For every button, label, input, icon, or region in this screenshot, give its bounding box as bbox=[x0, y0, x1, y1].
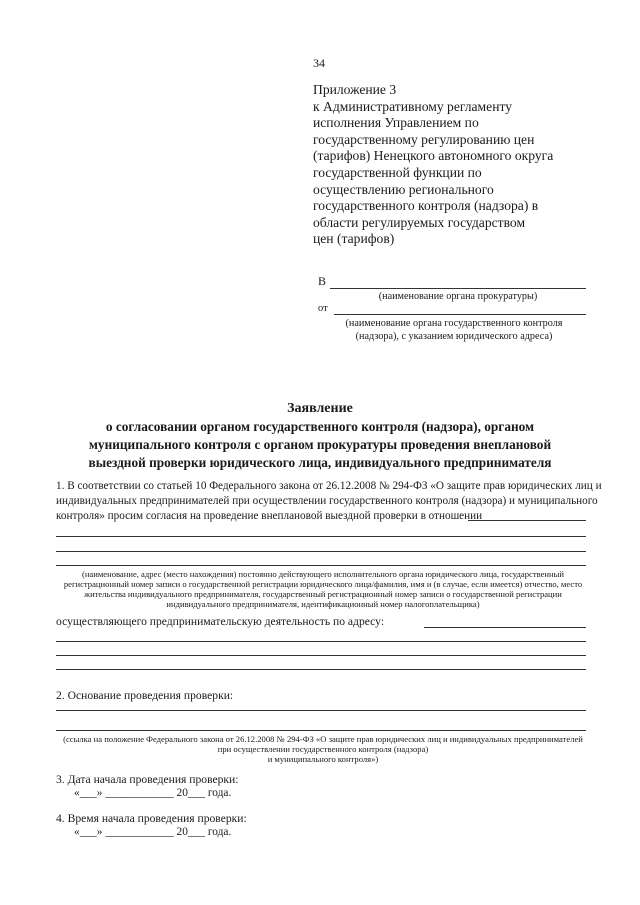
section-1-note-line: индивидуального предпринимателя, идентификационный номер налогоплательщика) bbox=[166, 599, 480, 609]
appendix-line: государственной функции по bbox=[313, 164, 482, 180]
address-fill-line bbox=[424, 627, 586, 628]
address-fill-line bbox=[56, 655, 586, 656]
subtitle-line: муниципального контроля с органом прокуратуры проведения внеплановой bbox=[88, 437, 552, 452]
section-1-text bbox=[56, 479, 602, 523]
appendix-line: к Административному регламенту bbox=[313, 98, 513, 114]
section-2-fill-line bbox=[56, 730, 586, 731]
appendix-line: области регулируемых государством bbox=[313, 214, 526, 230]
section-1-line: 1. В соответствии со статьей 10 Федерального закона от 26.12.2008 № 294-ФЗ «О защите прав юридических лиц и bbox=[56, 480, 602, 492]
from-fill-line bbox=[334, 314, 586, 315]
section-2-note-line: при осуществлении государственного контроля (надзора) bbox=[217, 744, 429, 754]
appendix-line: государственного контроля (надзора) в bbox=[313, 198, 539, 214]
section-2-fill-line bbox=[56, 710, 586, 711]
section-1-line: контроля» просим согласия на проведение внеплановой выездной проверки в отношении bbox=[56, 509, 483, 522]
appendix-line: (тарифов) Ненецкого автономного округа bbox=[313, 148, 554, 164]
section-1-note-line: жительства индивидуального предпринимателя, государственный регистрационный номер записи о государственной регистрации bbox=[84, 589, 562, 599]
address-fill-line bbox=[56, 641, 586, 642]
address-fill-line bbox=[56, 669, 586, 670]
section-1-fill-line bbox=[56, 551, 586, 552]
section-1-fill-line bbox=[56, 536, 586, 537]
appendix-header bbox=[313, 82, 603, 248]
section-1-note-line: (наименование, адрес (место нахождения) постоянно действующего исполнительного органа юридического лица, государственный bbox=[81, 569, 565, 579]
section-1-note-line: регистрационный номер записи о государственной регистрации юридического лица/фамилия, имя и (в случае, если имеется) отчество, место bbox=[63, 579, 583, 589]
start-time-field: «___» ____________ 20___ года. bbox=[74, 826, 232, 838]
section-4-label: 4. Время начала проведения проверки: bbox=[56, 812, 247, 825]
to-caption: (наименование органа прокуратуры) bbox=[378, 291, 538, 302]
from-caption-1: (наименование органа государственного контроля bbox=[345, 318, 563, 329]
subtitle-line: выездной проверки юридического лица, индивидуального предпринимателя bbox=[88, 455, 552, 470]
start-date-field: «___» ____________ 20___ года. bbox=[74, 787, 232, 799]
section-1-fill-line bbox=[468, 520, 586, 521]
appendix-line: цен (тарифов) bbox=[313, 231, 395, 247]
section-2-note-line: и муниципального контроля») bbox=[267, 754, 379, 764]
from-label: от bbox=[318, 303, 328, 314]
appendix-line: исполнения Управлением по bbox=[313, 115, 479, 131]
subtitle-line: о согласовании органом государственного контроля (надзора), органом bbox=[105, 419, 535, 434]
from-caption-2: (надзора), с указанием юридического адреса) bbox=[355, 331, 553, 342]
to-label: В bbox=[318, 274, 327, 288]
section-1-fill-line bbox=[56, 565, 586, 566]
address-label: осуществляющего предпринимательскую деятельность по адресу: bbox=[56, 615, 385, 628]
section-2-label: 2. Основание проведения проверки: bbox=[56, 689, 234, 702]
page-number: 34 bbox=[313, 56, 325, 70]
appendix-line: Приложение 3 bbox=[313, 82, 397, 97]
to-fill-line bbox=[330, 288, 586, 289]
appendix-line: государственному регулированию цен bbox=[313, 131, 535, 147]
document-title: Заявление bbox=[287, 401, 353, 416]
section-1-line: индивидуальных предпринимателей при осуществлении государственного контроля (надзора) и муниципального bbox=[56, 494, 598, 507]
section-3-label: 3. Дата начала проведения проверки: bbox=[56, 773, 239, 786]
appendix-line: осуществлению регионального bbox=[313, 181, 494, 197]
document-subtitle bbox=[40, 418, 600, 472]
section-2-note-line: (ссылка на положение Федерального закона от 26.12.2008 № 294-ФЗ «О защите прав юридических лиц и индивидуальных предпринимателей bbox=[63, 734, 583, 744]
